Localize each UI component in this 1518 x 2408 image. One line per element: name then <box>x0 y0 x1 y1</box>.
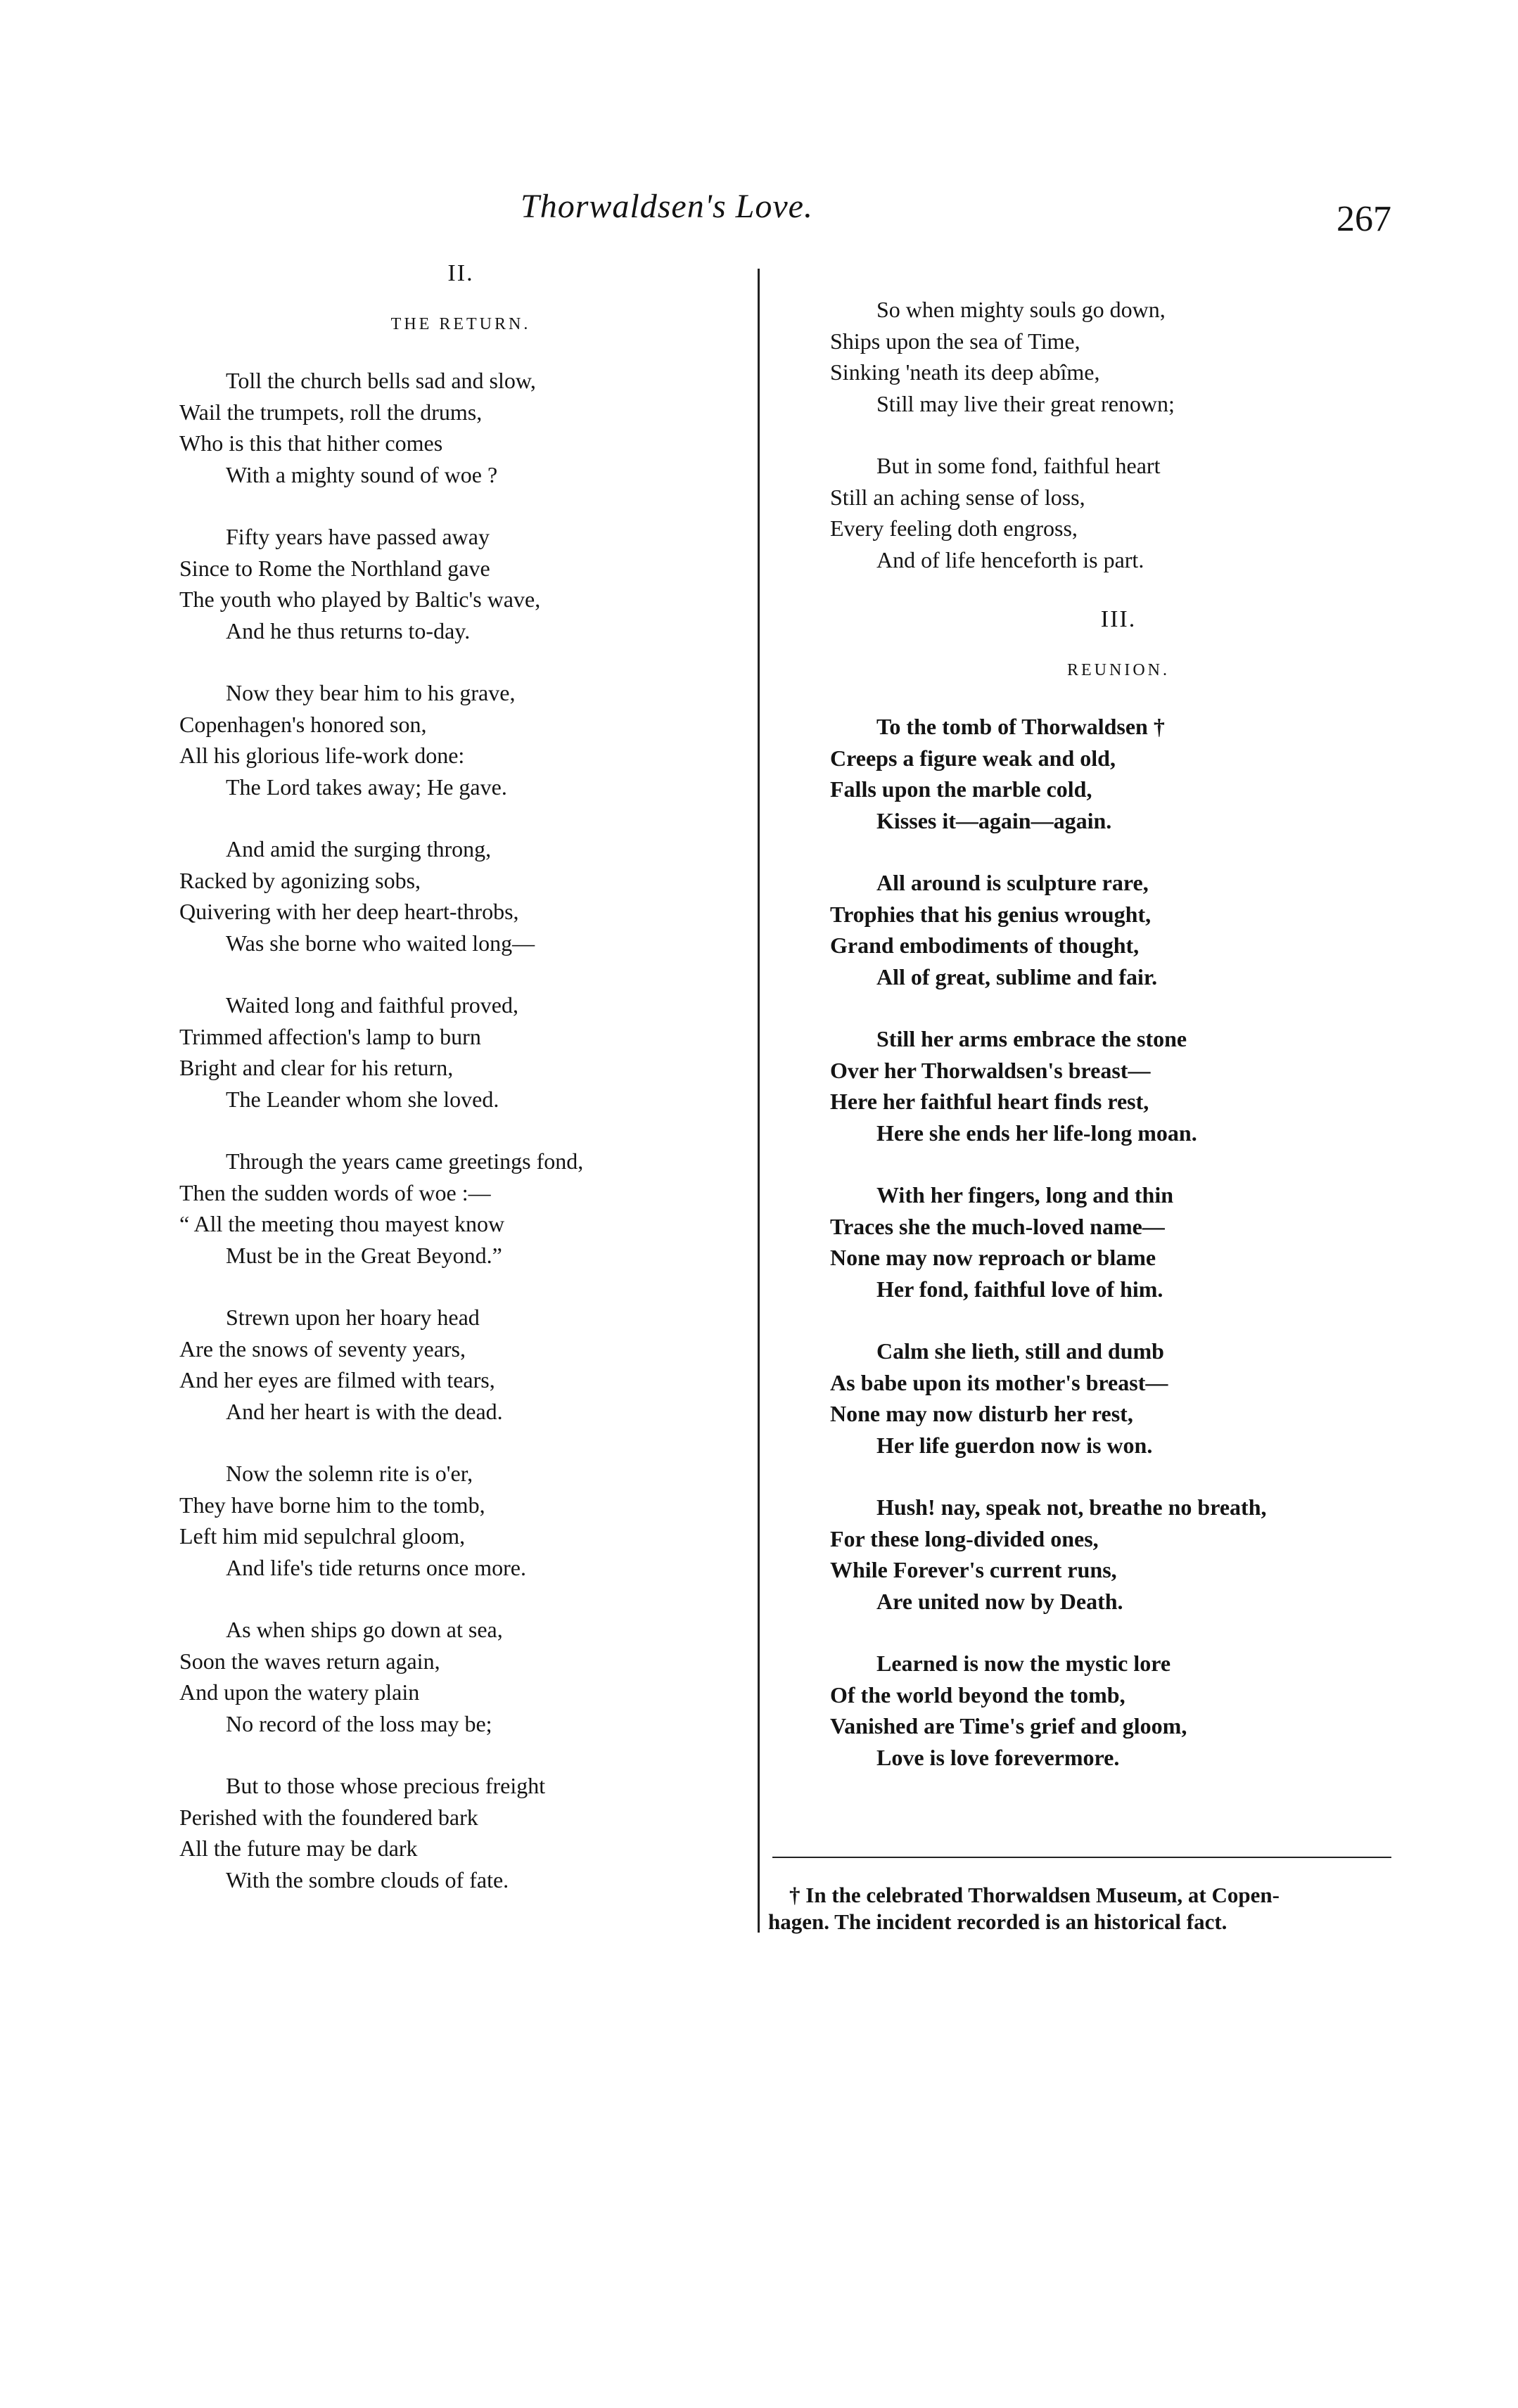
verse-line: Here her faithful heart finds rest, <box>830 1089 1149 1114</box>
stanza <box>830 867 1407 992</box>
verse-line: None may now reproach or blame <box>830 1245 1156 1270</box>
verse-line: Her life guerdon now is won. <box>876 1432 1153 1458</box>
stanza <box>830 1179 1407 1305</box>
verse-line: Copenhagen's honored son, <box>179 711 427 737</box>
stanza <box>179 1146 742 1271</box>
verse-line: Creeps a figure weak and old, <box>830 745 1116 771</box>
verse-line: Are the snows of seventy years, <box>179 1336 466 1362</box>
verse-line: Since to Rome the Northland gave <box>179 555 490 581</box>
verse-line: “ All the meeting thou mayest know <box>179 1211 505 1236</box>
stanza <box>830 294 1407 419</box>
verse-line: Trophies that his genius wrought, <box>830 901 1152 927</box>
verse-line: All around is sculpture rare, <box>876 870 1149 895</box>
verse-line: And her eyes are filmed with tears, <box>179 1367 495 1392</box>
verse-line: No record of the loss may be; <box>226 1710 492 1736</box>
verse-line: But in some fond, faithful heart <box>876 453 1161 478</box>
stanza <box>830 1648 1407 1773</box>
column-divider <box>758 269 760 1933</box>
section-title: REUNION. <box>1067 661 1170 679</box>
verse-line: Now the solemn rite is o'er, <box>226 1461 473 1486</box>
section-number: II. <box>447 260 474 286</box>
verse-line: Sinking 'neath its deep abîme, <box>830 359 1100 385</box>
verse-line: Quivering with her deep heart-throbs, <box>179 899 519 924</box>
right-stanzas <box>830 711 1407 1773</box>
verse-line: None may now disturb her rest, <box>830 1401 1133 1426</box>
verse-line: Still may live their great renown; <box>876 390 1175 416</box>
stanza <box>179 521 742 646</box>
verse-line: Are united now by Death. <box>876 1588 1123 1614</box>
verse-line: Strewn upon her hoary head <box>226 1305 480 1330</box>
verse-line: All of great, sublime and fair. <box>876 963 1158 990</box>
verse-line: Through the years came greetings fond, <box>226 1148 584 1174</box>
stanza <box>179 1458 742 1583</box>
verse-line: All his glorious life-work done: <box>179 743 465 768</box>
verse-line: Trimmed affection's lamp to burn <box>179 1023 481 1049</box>
verse-line: Grand embodiments of thought, <box>830 933 1140 958</box>
verse-line: Ships upon the sea of Time, <box>830 328 1080 354</box>
verse-line: Kisses it—again—again. <box>876 807 1112 833</box>
right-continued-stanzas <box>830 294 1407 575</box>
verse-line: Must be in the Great Beyond.” <box>226 1242 502 1268</box>
verse-line: Vanished are Time's grief and gloom, <box>830 1713 1187 1738</box>
stanza <box>830 450 1407 575</box>
section-number: III. <box>1100 606 1137 632</box>
verse-line: Calm she lieth, still and dumb <box>876 1338 1164 1364</box>
stanza <box>179 1302 742 1427</box>
verse-line: All the future may be dark <box>179 1836 418 1861</box>
verse-line: The Lord takes away; He gave. <box>226 774 507 800</box>
verse-line: To the tomb of Thorwaldsen † <box>876 714 1165 739</box>
verse-line: Over her Thorwaldsen's breast— <box>830 1057 1151 1083</box>
verse-line: But to those whose precious freight <box>226 1773 546 1798</box>
stanza <box>830 711 1407 836</box>
verse-line: Was she borne who waited long— <box>226 930 535 956</box>
verse-line: For these long-divided ones, <box>830 1525 1099 1551</box>
verse-line: Still an aching sense of loss, <box>830 484 1085 510</box>
verse-line: The youth who played by Baltic's wave, <box>179 587 541 612</box>
verse-line: With the sombre clouds of fate. <box>226 1866 509 1893</box>
verse-line: And of life henceforth is part. <box>876 546 1144 572</box>
verse-line: Now they bear him to his grave, <box>226 680 516 705</box>
verse-line: While Forever's current runs, <box>830 1557 1117 1582</box>
verse-line: Left him mid sepulchral gloom, <box>179 1523 466 1549</box>
section-title: THE RETURN. <box>390 315 531 333</box>
stanza <box>179 1770 742 1895</box>
stanza <box>179 833 742 959</box>
right-column <box>830 294 1407 1804</box>
verse-line: Who is this that hither comes <box>179 430 443 456</box>
stanza <box>179 677 742 802</box>
verse-line: Bright and clear for his return, <box>179 1055 454 1080</box>
verse-line: Then the sudden words of woe :— <box>179 1179 491 1205</box>
stanza <box>179 1614 742 1739</box>
verse-line: The Leander whom she loved. <box>226 1086 499 1112</box>
verse-line: Of the world beyond the tomb, <box>830 1682 1125 1708</box>
stanza <box>830 1336 1407 1461</box>
stanza <box>179 365 742 490</box>
verse-line: Love is love forevermore. <box>876 1744 1120 1770</box>
verse-line: And upon the watery plain <box>179 1679 420 1705</box>
footnote-line: † In the celebrated Thorwaldsen Museum, at Copen- <box>789 1883 1280 1907</box>
verse-line: Still her arms embrace the stone <box>876 1026 1187 1051</box>
verse-line: Perished with the foundered bark <box>179 1804 478 1830</box>
verse-line: Every feeling doth engross, <box>830 515 1078 541</box>
verse-line: And amid the surging throng, <box>226 836 492 862</box>
verse-line: Toll the church bells sad and slow, <box>226 368 536 393</box>
verse-line: Hush! nay, speak not, breathe no breath, <box>876 1494 1267 1520</box>
verse-line: Racked by agonizing sobs, <box>179 867 421 893</box>
verse-line: As when ships go down at sea, <box>226 1617 503 1642</box>
stanza <box>830 1023 1407 1148</box>
verse-line: And he thus returns to-day. <box>226 617 471 643</box>
verse-line: Wail the trumpets, roll the drums, <box>179 399 483 425</box>
footnote <box>768 1882 1394 1935</box>
verse-line: Learned is now the mystic lore <box>876 1651 1171 1676</box>
verse-line: Her fond, faithful love of him. <box>876 1276 1163 1302</box>
verse-line: So when mighty souls go down, <box>876 297 1166 322</box>
verse-line: Here she ends her life-long moan. <box>876 1120 1197 1146</box>
footnote-rule <box>772 1857 1391 1858</box>
verse-line: Waited long and faithful proved, <box>226 992 518 1018</box>
page-number: 267 <box>1337 199 1391 239</box>
verse-line: With a mighty sound of woe ? <box>226 461 498 487</box>
verse-line: As babe upon its mother's breast— <box>830 1369 1168 1395</box>
verse-line: Falls upon the marble cold, <box>830 776 1092 802</box>
verse-line: Fifty years have passed away <box>226 524 490 549</box>
footnote-line: hagen. The incident recorded is an historical fact. <box>768 1909 1227 1934</box>
verse-line: They have borne him to the tomb, <box>179 1492 485 1518</box>
verse-line: Traces she the much-loved name— <box>830 1213 1165 1239</box>
verse-line: And her heart is with the dead. <box>226 1398 503 1424</box>
verse-line: Soon the waves return again, <box>179 1648 440 1674</box>
running-header-title: Thorwaldsen's Love. <box>521 188 813 225</box>
left-stanzas <box>179 365 742 1895</box>
stanza <box>830 1492 1407 1617</box>
verse-line: And life's tide returns once more. <box>226 1554 526 1580</box>
verse-line: With her fingers, long and thin <box>876 1182 1174 1208</box>
stanza <box>179 990 742 1115</box>
left-column <box>179 260 742 1926</box>
